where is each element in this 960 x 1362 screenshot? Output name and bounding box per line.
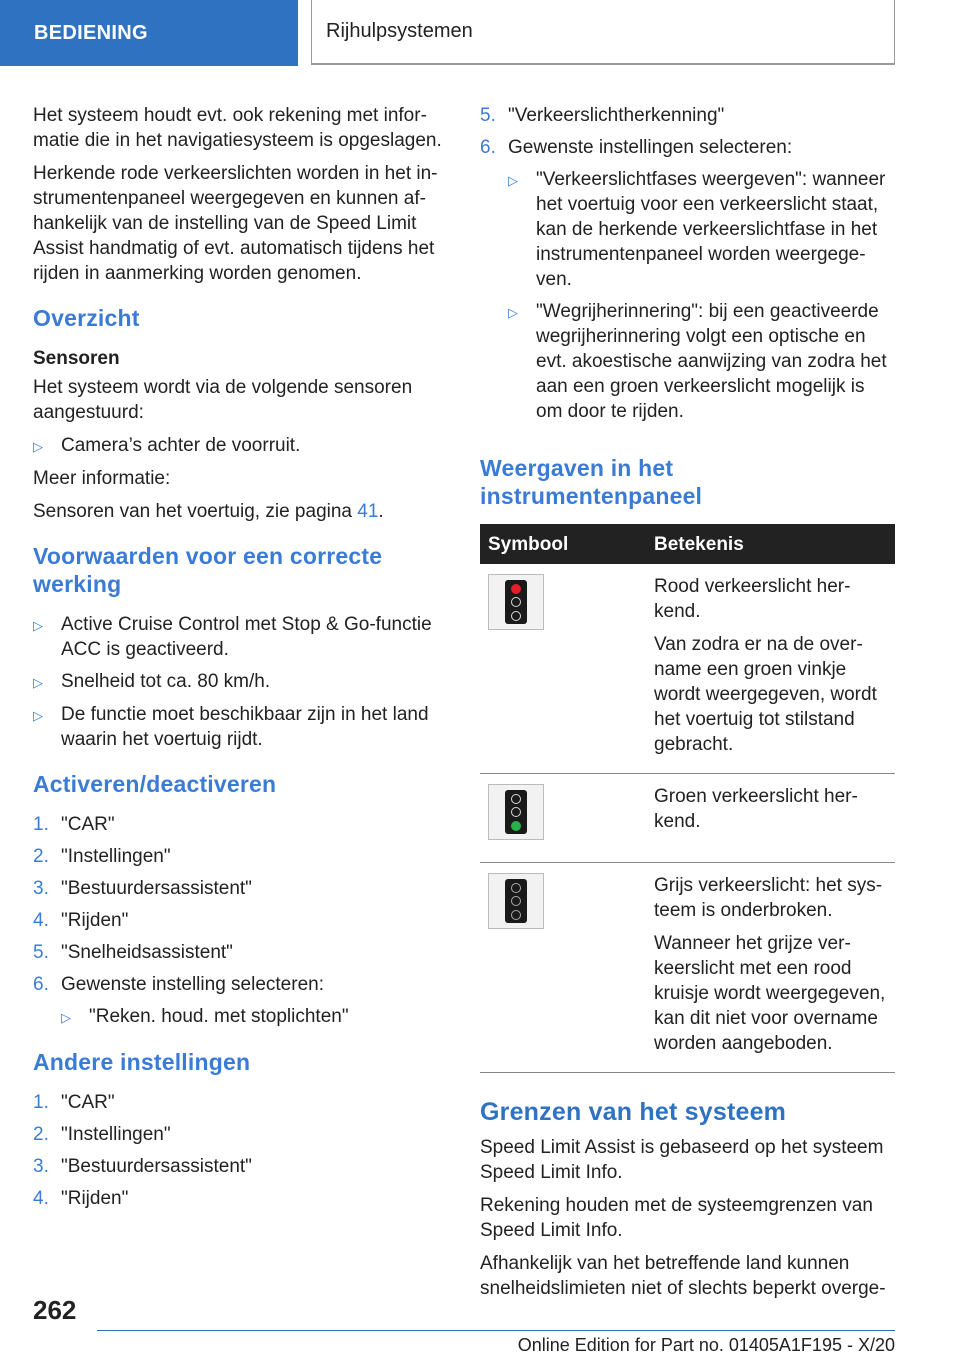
more-info-label: Meer informatie: [33, 468, 171, 489]
list-item [33, 612, 443, 662]
sensors-reference [33, 499, 443, 524]
step-item [480, 135, 895, 160]
step-item [33, 844, 443, 869]
col-symbol-header: Symbool [480, 524, 646, 564]
step-item [480, 103, 895, 128]
triangle-bullet-icon: ▷ [33, 675, 43, 690]
sub-option-text: "Wegrijherinnering": bij een geactiveerde wegrijherinnering volgt een optische en evt. akoestische aanwijzing van zodra het aan een groen verkeerslicht mogelijk is om door te rijden. [536, 301, 887, 422]
list-item [480, 167, 895, 292]
conditions-heading: Voorwaarden voor een correcte werking [33, 543, 383, 597]
step-number: 1. [33, 1092, 49, 1113]
limits-paragraph: Afhankelijk van het betreffende land kunnen snelheidslimieten niet of slechts beperkt overge- [480, 1253, 886, 1299]
step-text: "Rijden" [61, 1188, 129, 1209]
step-text: "Snelheidsassistent" [61, 942, 233, 963]
step-item [33, 972, 443, 997]
step-number: 5. [33, 942, 49, 963]
page-link[interactable]: 41 [357, 501, 379, 522]
col-meaning-header: Betekenis [646, 524, 895, 564]
section-tab [0, 0, 298, 66]
limits-heading: Grenzen van het systeem [480, 1098, 787, 1126]
list-item [33, 669, 443, 695]
red-traffic-light-icon [488, 574, 544, 630]
meaning-text: Groen verkeerslicht herkend. [654, 786, 858, 832]
step-text: "Instellingen" [61, 846, 171, 867]
step-text: Gewenste instellingen selecteren: [508, 137, 793, 158]
sensors-ref-text: Sensoren van het voertuig, zie pagina [33, 501, 352, 522]
triangle-bullet-icon: ▷ [508, 305, 518, 320]
table-row [480, 774, 895, 863]
intro-paragraph-1: Het systeem houdt evt. ook rekening met informatie die in het navigatiesysteem is opgeslagen. [33, 105, 442, 151]
chapter-header [311, 0, 895, 65]
intro-paragraph-2: Herkende rode verkeerslichten worden in het instrumentenpaneel weergegeven en kunnen afhankelijk van de instelling van de Speed Limit Assist handmatig of evt. automatisch tijdens het rijden in aanmerking worden genomen. [33, 163, 438, 284]
step-item [33, 812, 443, 837]
meaning-text: Wanneer het grijze verkeerslicht met een rood kruisje wordt weergegeven, kan dit niet voor overname worden aangeboden. [654, 933, 886, 1054]
step-number: 3. [33, 1156, 49, 1177]
right-column [480, 103, 895, 1309]
list-item [33, 1004, 443, 1030]
sensors-heading: Sensoren [33, 348, 120, 369]
sub-option-text: "Verkeerslichtfases weergeven": wanneer het voertuig voor een verkeerslicht staat, kan de herkende verkeerslichtfase in het instrumentenpaneel worden weergegeven. [536, 169, 886, 290]
overview-heading: Overzicht [33, 305, 140, 331]
sensors-text: Het systeem wordt via de volgende sensoren aangestuurd: [33, 377, 413, 423]
section-label: BEDIENING [34, 21, 148, 44]
list-item [33, 702, 443, 752]
grey-traffic-light-icon [488, 873, 544, 929]
sensors-ref-end: . [378, 501, 384, 522]
meaning-text: Rood verkeerslicht herkend. [654, 576, 851, 622]
step-item [33, 1154, 443, 1179]
condition-text: De functie moet beschikbaar zijn in het land waarin het voertuig rijdt. [61, 704, 429, 750]
footer-edition: Online Edition for Part no. 01405A1F195 - X/20 [517, 1335, 895, 1355]
green-traffic-light-icon [488, 784, 544, 840]
step-item [33, 1090, 443, 1115]
sub-option-text: "Reken. houd. met stoplichten" [89, 1006, 349, 1027]
left-column [33, 103, 443, 1218]
display-heading: Weergaven in het instrumentenpaneel [480, 455, 703, 509]
triangle-bullet-icon: ▷ [508, 173, 518, 188]
list-item [480, 299, 895, 424]
step-text: "Rijden" [61, 910, 129, 931]
step-text: Gewenste instelling selecteren: [61, 974, 324, 995]
table-row [480, 564, 895, 774]
sensors-item: Camera’s achter de voorruit. [61, 435, 301, 456]
step-number: 6. [33, 974, 49, 995]
triangle-bullet-icon: ▷ [61, 1010, 71, 1025]
table-row [480, 863, 895, 1073]
step-text: "Verkeerslichtherkenning" [508, 105, 725, 126]
footer-divider [97, 1330, 895, 1331]
triangle-bullet-icon: ▷ [33, 439, 43, 454]
step-number: 2. [33, 846, 49, 867]
triangle-bullet-icon: ▷ [33, 618, 43, 633]
condition-text: Active Cruise Control met Stop & Go-functie ACC is geactiveerd. [61, 614, 432, 660]
limits-paragraph: Rekening houden met de systeemgrenzen van Speed Limit Info. [480, 1195, 873, 1241]
symbol-table [480, 524, 895, 1073]
activate-heading: Activeren/deactiveren [33, 771, 277, 797]
step-text: "Bestuurdersassistent" [61, 878, 252, 899]
limits-paragraph: Speed Limit Assist is gebaseerd op het systeem Speed Limit Info. [480, 1137, 884, 1183]
step-text: "Instellingen" [61, 1124, 171, 1145]
step-number: 1. [33, 814, 49, 835]
chapter-label: Rijhulpsystemen [326, 20, 473, 42]
page-number: 262 [33, 1295, 77, 1325]
step-number: 4. [33, 1188, 49, 1209]
condition-text: Snelheid tot ca. 80 km/h. [61, 671, 271, 692]
step-number: 6. [480, 137, 496, 158]
step-number: 3. [33, 878, 49, 899]
table-header-row [480, 524, 895, 564]
other-settings-heading: Andere instellingen [33, 1049, 251, 1075]
step-text: "Bestuurdersassistent" [61, 1156, 252, 1177]
step-number: 4. [33, 910, 49, 931]
step-item [33, 1186, 443, 1211]
triangle-bullet-icon: ▷ [33, 708, 43, 723]
step-item [33, 940, 443, 965]
list-item [33, 433, 443, 459]
meaning-text: Grijs verkeerslicht: het systeem is onderbroken. [654, 875, 883, 921]
step-item [33, 1122, 443, 1147]
step-number: 2. [33, 1124, 49, 1145]
step-text: "CAR" [61, 1092, 115, 1113]
meaning-text: Van zodra er na de overname een groen vinkje wordt weergegeven, wordt het voertuig tot stilstand gebracht. [654, 634, 877, 755]
step-number: 5. [480, 105, 496, 126]
step-text: "CAR" [61, 814, 115, 835]
step-item [33, 908, 443, 933]
step-item [33, 876, 443, 901]
